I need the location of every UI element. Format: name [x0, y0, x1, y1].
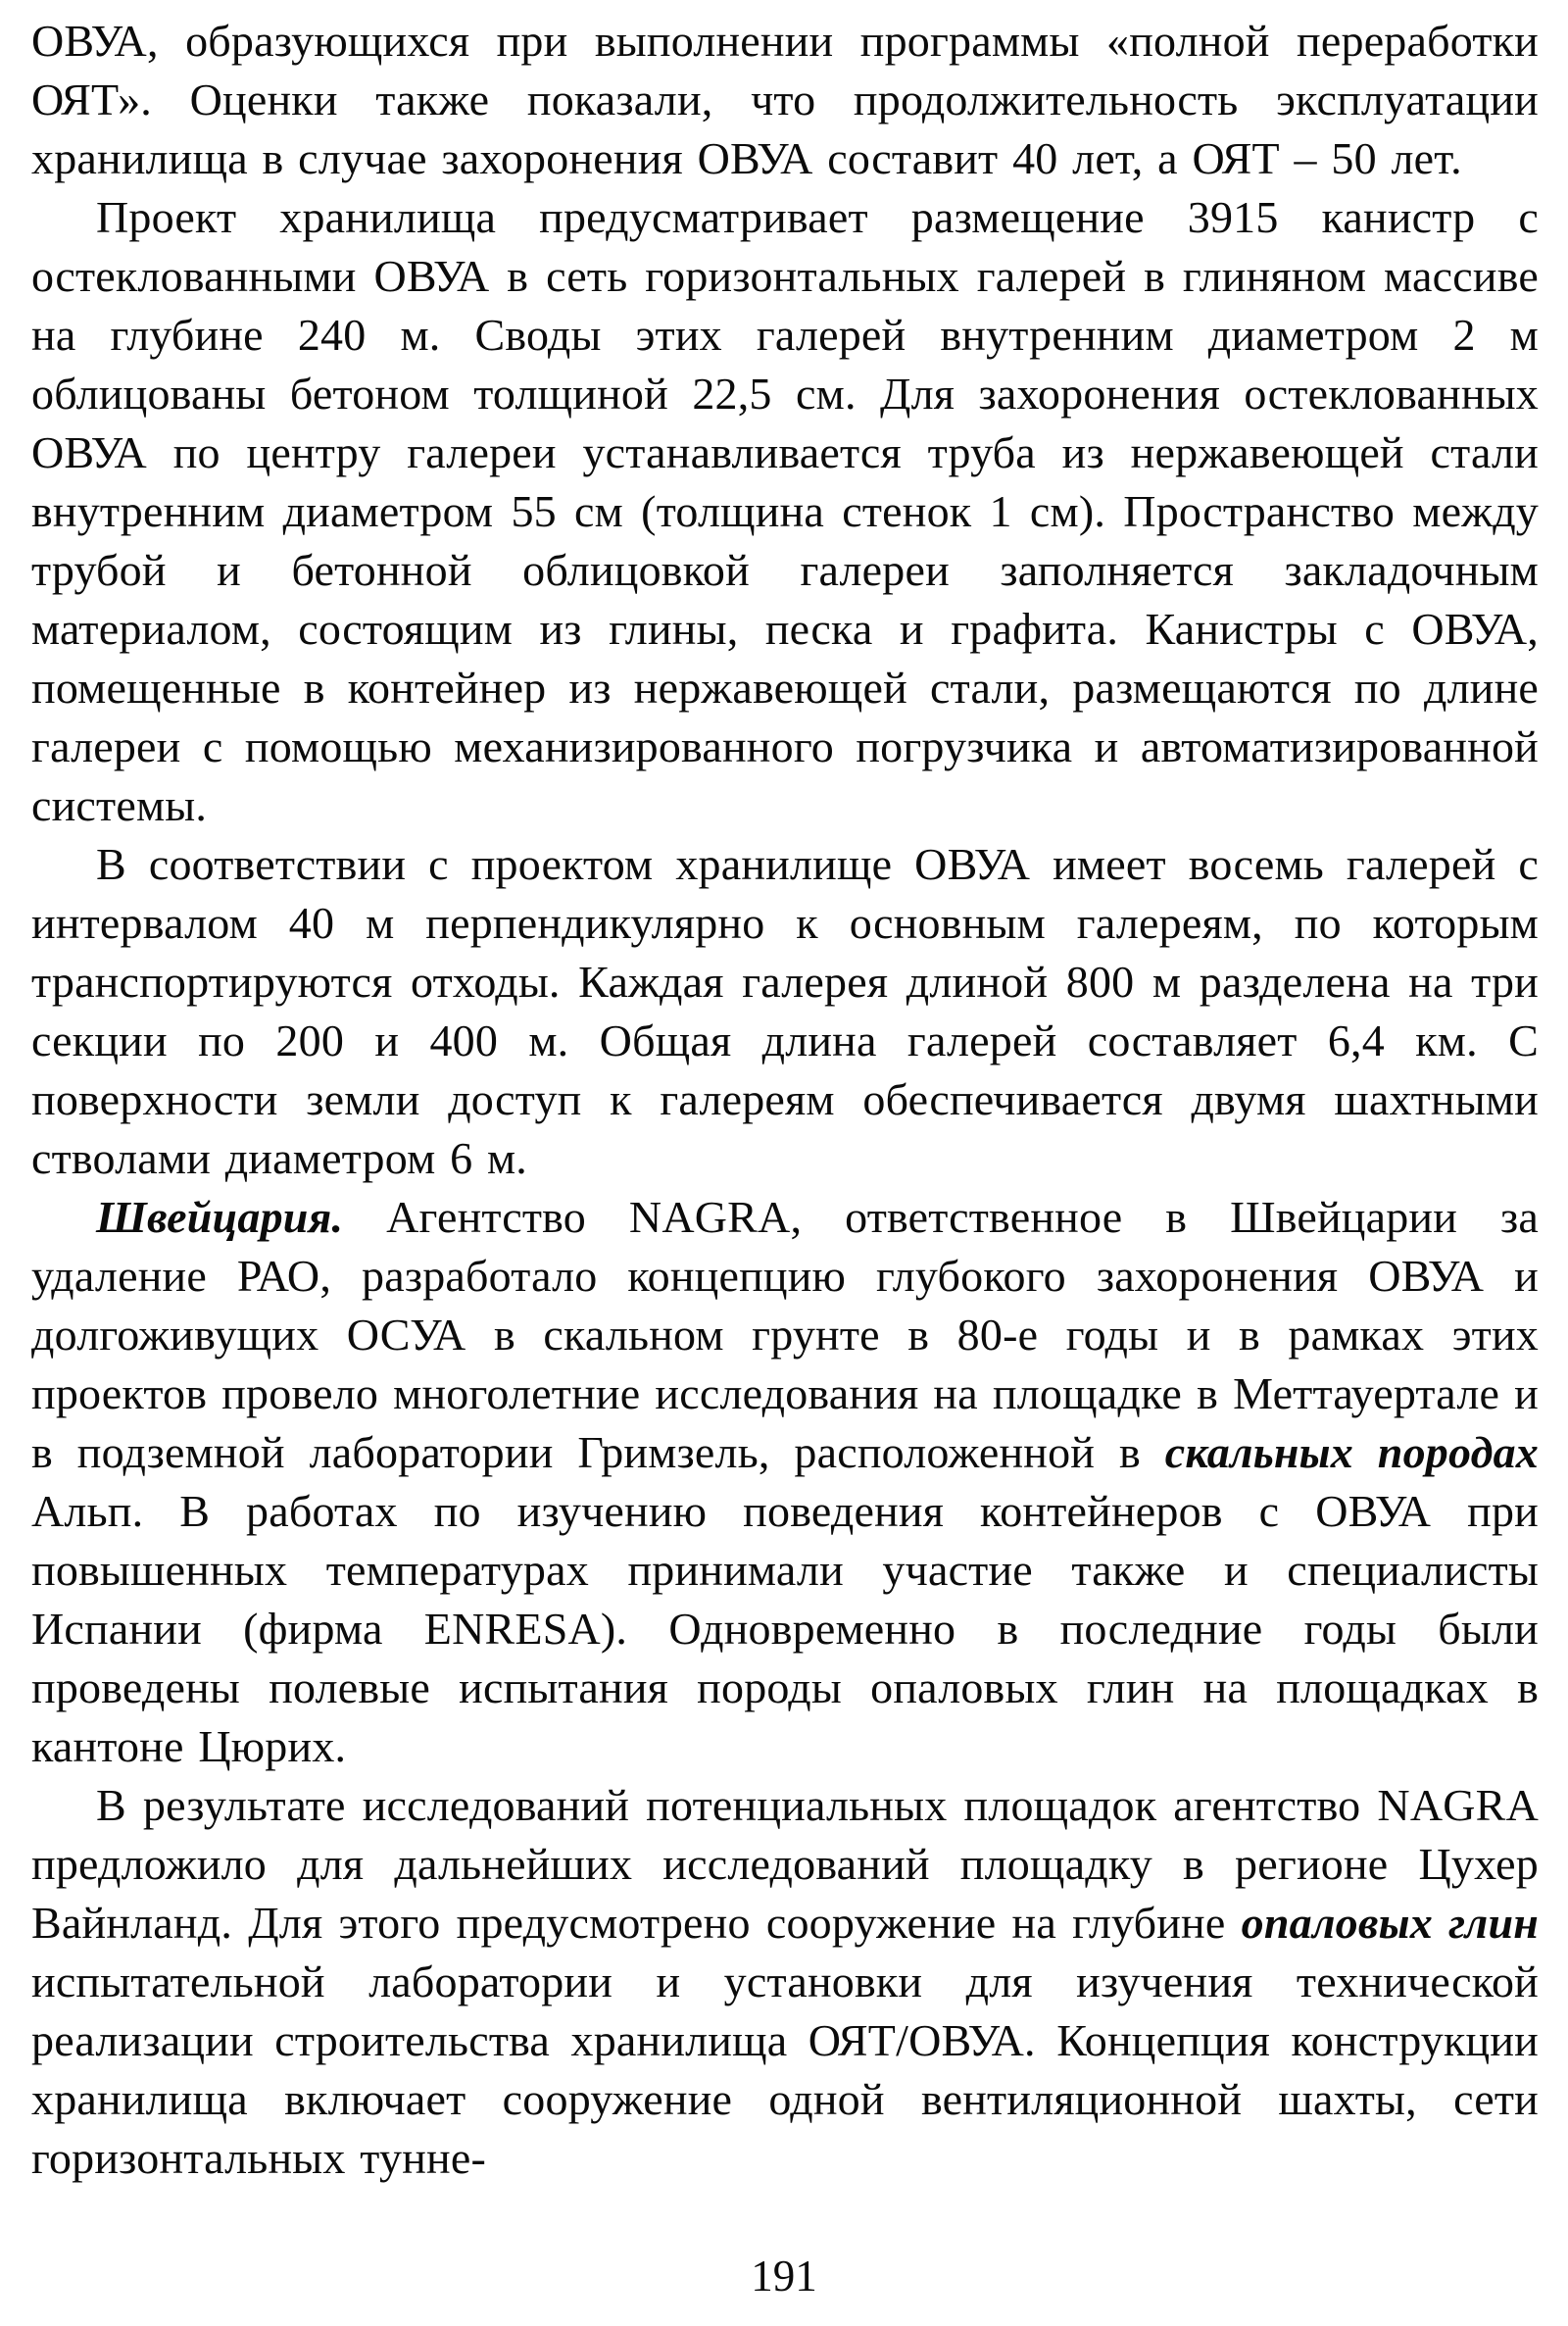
paragraph-5-text-b: испытательной лаборатории и установки для изучения технической реализации строительства хранилища ОЯТ/ОВУА. Концепция конструкции хранилища включает сооружение одной вентиляционной шахты, сети горизонтальных тунне-: [31, 1956, 1539, 2183]
paragraph-4-text-b: Альп. В работах по изучению поведения контейнеров с ОВУА при повышенных температурах принимали участие также и специалисты Испании (фирма ENRESA). Одновременно в последние годы были проведены полевые испытания породы опаловых глин на площадках в кантоне Цюрих.: [31, 1486, 1539, 1771]
paragraph-5: [31, 1776, 1539, 2188]
paragraph-1-text: ОВУА, образующихся при выполнении программы «полной переработки ОЯТ». Оценки также показали, что продолжительность эксплуатации хранилища в случае захоронения ОВУА составит 40 лет, а ОЯТ – 50 лет.: [31, 16, 1539, 183]
run-bold-italic-opal-clays: опаловых глин: [1241, 1898, 1539, 1948]
paragraph-4: [31, 1188, 1539, 1776]
paragraph-5-text-a: В результате исследований потенциальных площадок агентство NAGRA предложило для дальнейших исследований площадку в регионе Цухер Вайнланд. Для этого предусмотрено сооружение на глубине: [31, 1780, 1539, 1948]
page-number: 191: [751, 2252, 817, 2301]
paragraph-3-text: В соответствии с проектом хранилище ОВУА имеет восемь галерей с интервалом 40 м перпендикулярно к основным галереям, по которым транспортируются отходы. Каждая галерея длиной 800 м разделена на три секции по 200 и 400 м. Общая длина галерей составляет 6,4 км. С поверхности земли доступ к галереям обеспечивается двумя шахтными стволами диаметром 6 м.: [31, 839, 1539, 1183]
paragraph-4-text-a: Агентство NAGRA, ответственное в Швейцарии за удаление РАО, разработало концепцию глубокого захоронения ОВУА и долгоживущих ОСУА в скальном грунте в 80-е годы и в рамках этих проектов провело многолетние исследования на площадке в Меттауертале и в подземной лаборатории Гримзель, расположенной в: [31, 1192, 1539, 1477]
paragraph-2: [31, 188, 1539, 835]
paragraph-2-text: Проект хранилища предусматривает размещение 3915 канистр с остеклованными ОВУА в сеть горизонтальных галерей в глиняном массиве на глубине 240 м. Своды этих галерей внутренним диаметром 2 м облицованы бетоном толщиной 22,5 см. Для захоронения остеклованных ОВУА по центру галереи устанавливается труба из нержавеющей стали внутренним диаметром 55 см (толщина стенок 1 см). Пространство между трубой и бетонной облицовкой галереи заполняется закладочным материалом, состоящим из глины, песка и графита. Канистры с ОВУА, помещенные в контейнер из нержавеющей стали, размещаются по длине галереи с помощью механизированного погрузчика и автоматизированной системы.: [31, 192, 1539, 830]
run-bold-italic-rock-formations: скальных породах: [1164, 1427, 1540, 1477]
run-bold-italic-switzerland: Швейцария.: [96, 1192, 344, 1242]
paragraph-1: [31, 12, 1539, 188]
paragraph-3: [31, 835, 1539, 1188]
